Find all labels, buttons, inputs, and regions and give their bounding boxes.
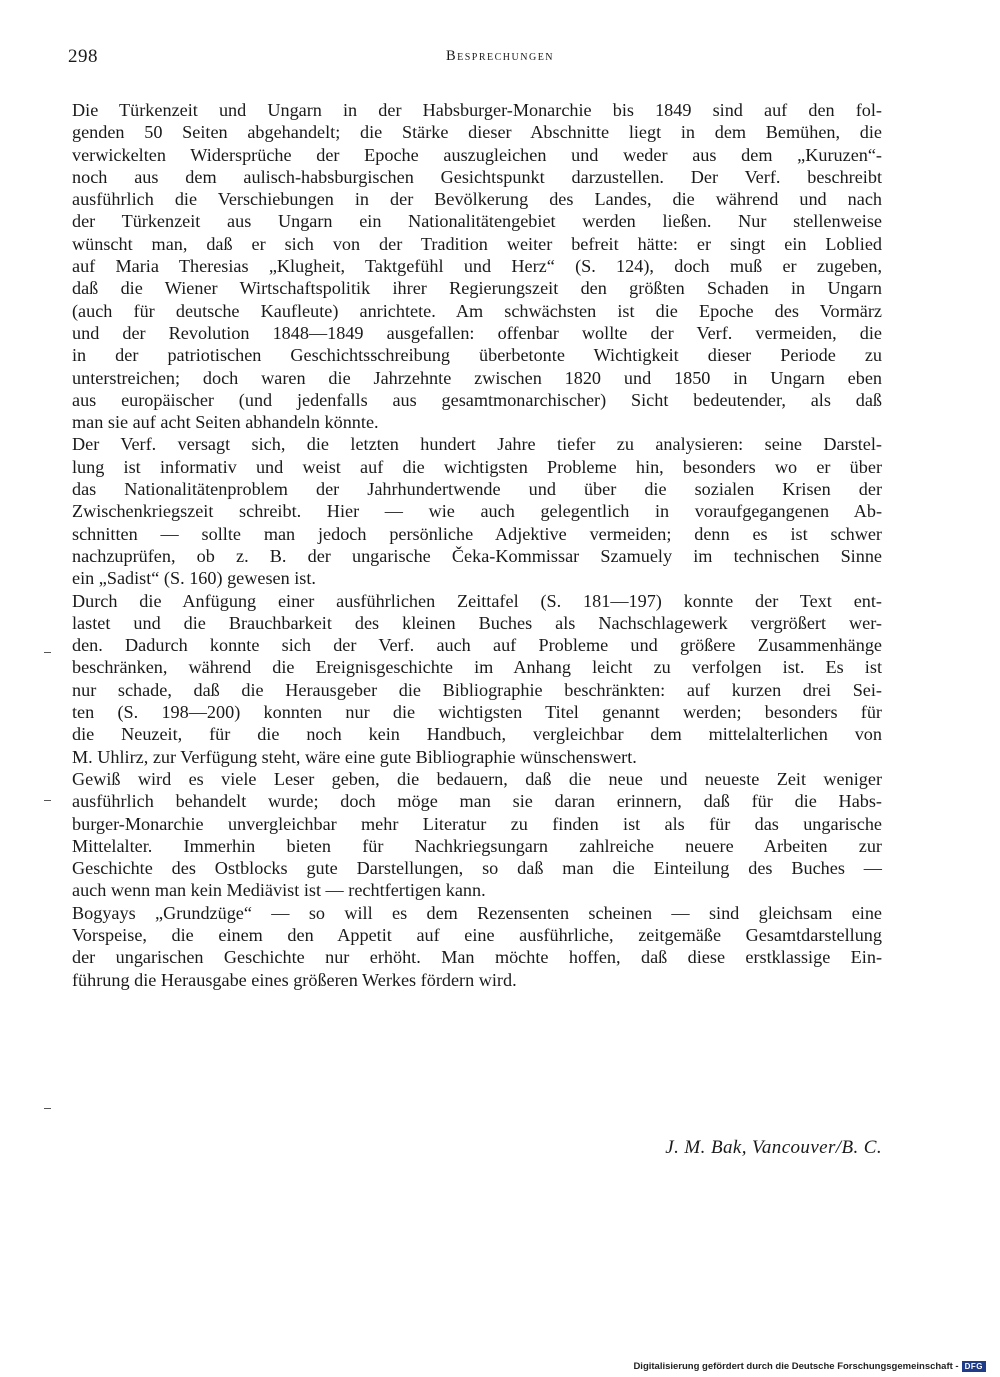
page-number: 298 <box>68 46 98 67</box>
text-line: die Neuzeit, für die noch kein Handbuch, vergleichbar dem mittelalterlichen von <box>72 724 882 745</box>
dfg-logo: DFG <box>962 1361 986 1372</box>
text-line: Durch die Anfügung einer ausführlichen Zeittafel (S. 181—197) konnte der Text ent- <box>72 590 882 611</box>
text-line: der ungarischen Geschichte nur erhöht. Man möchte hoffen, daß diese erstklassige Ein- <box>72 947 882 968</box>
text-line: das Nationalitätenproblem der Jahrhundertwende und über die sozialen Krisen der <box>72 479 882 500</box>
text-line: lastet und die Brauchbarkeit des kleinen Buches als Nachschlagewerk vergrößert wer- <box>72 612 882 633</box>
text-line: genden 50 Seiten abgehandelt; die Stärke dieser Abschnitte liegt in dem Bemühen, die <box>72 122 882 143</box>
text-line: den. Dadurch konnte sich der Verf. auch auf Probleme und größere Zusammenhänge <box>72 635 882 656</box>
text-line: lung ist informativ und weist auf die wichtigsten Probleme hin, besonders wo er über <box>72 456 882 477</box>
text-line: Der Verf. versagt sich, die letzten hundert Jahre tiefer zu analysieren: seine Darstel- <box>72 434 882 455</box>
text-line: noch aus dem aulisch-habsburgischen Gesichtspunkt darzustellen. Der Verf. beschreibt <box>72 166 882 187</box>
footer-text: Digitalisierung gefördert durch die Deutsche Forschungsgemeinschaft - <box>633 1361 959 1372</box>
text-line: schnitten — sollte man jedoch persönliche Adjektive vermeiden; denn es ist schwer <box>72 523 882 544</box>
margin-mark <box>44 800 51 801</box>
paragraph-5 <box>72 902 882 991</box>
text-line: führung die Herausgabe eines größeren Werkes fördern wird. <box>72 969 517 990</box>
reviewer-signature: J. M. Bak, Vancouver/B. C. <box>665 1137 882 1158</box>
text-line: auf Maria Theresias „Klugheit, Taktgefühl und Herz“ (S. 124), doch muß er zugeben, <box>72 256 882 277</box>
digitization-footer <box>633 1361 986 1372</box>
text-line: aus europäischer (und jedenfalls aus gesamtmonarchischer) Sicht bedeutender, als daß <box>72 389 882 410</box>
paragraph-4 <box>72 768 882 902</box>
text-line: Gewiß wird es viele Leser geben, die bedauern, daß die neue und neueste Zeit weniger <box>72 768 882 789</box>
text-line: Mittelalter. Immerhin bieten für Nachkriegsungarn zahlreiche neuere Arbeiten zur <box>72 835 882 856</box>
paragraph-3 <box>72 590 882 768</box>
text-line: daß die Wiener Wirtschaftspolitik ihrer Regierungszeit den größten Schaden in Ungarn <box>72 278 882 299</box>
margin-mark <box>44 1108 51 1109</box>
text-line: (auch für deutsche Kaufleute) anrichtete. Am schwächsten ist die Epoche des Vormärz <box>72 300 882 321</box>
text-line: Geschichte des Ostblocks gute Darstellungen, so daß man die Einteilung des Buches — <box>72 858 882 879</box>
text-line: beschränken, während die Ereignisgeschichte im Anhang leicht zu verfolgen ist. Es ist <box>72 657 882 678</box>
text-line: nur schade, daß die Herausgeber die Bibliographie beschränkten: auf kurzen drei Sei- <box>72 679 882 700</box>
text-line: Die Türkenzeit und Ungarn in der Habsburger-Monarchie bis 1849 sind auf den fol- <box>72 100 882 120</box>
text-line: verwickelten Widersprüche der Epoche auszugleichen und weder aus dem „Kuruzen“- <box>72 144 882 165</box>
paragraph-1 <box>72 99 882 433</box>
text-line: burger-Monarchie unvergleichbar mehr Literatur zu finden ist als für das ungarische <box>72 813 882 834</box>
running-head: Besprechungen <box>445 48 555 64</box>
text-line: Vorspeise, die einem den Appetit auf eine ausführliche, zeitgemäße Gesamtdarstellung <box>72 924 882 945</box>
text-line: und der Revolution 1848—1849 ausgefallen: offenbar wollte der Verf. vermeiden, die <box>72 322 882 343</box>
text-line: unterstreichen; doch waren die Jahrzehnte zwischen 1820 und 1850 in Ungarn eben <box>72 367 882 388</box>
text-line: Zwischenkriegszeit schreibt. Hier — wie auch gelegentlich in voraufgegangenen Ab- <box>72 501 882 522</box>
text-line: man sie auf acht Seiten abhandeln könnte. <box>72 412 379 433</box>
text-line: ausführlich die Verschiebungen in der Bevölkerung des Landes, die während und nach <box>72 189 882 210</box>
text-line: auch wenn man kein Mediävist ist — rechtfertigen kann. <box>72 880 486 901</box>
margin-mark <box>44 652 51 653</box>
text-line: in der patriotischen Geschichtsschreibung überbetonte Wichtigkeit dieser Periode zu <box>72 345 882 366</box>
text-line: nachzuprüfen, ob z. B. der ungarische Čeka-Kommissar Szamuely im technischen Sinne <box>72 545 882 566</box>
text-line: wünscht man, daß er sich von der Tradition weiter befreit hätte: er singt ein Loblied <box>72 233 882 254</box>
text-line: ein „Sadist“ (S. 160) gewesen ist. <box>72 568 316 589</box>
text-line: ausführlich behandelt wurde; doch möge man sie daran erinnern, daß für die Habs- <box>72 791 882 812</box>
text-line: der Türkenzeit aus Ungarn ein Nationalitätengebiet werden ließen. Nur stellenweise <box>72 211 882 232</box>
text-line: ten (S. 198—200) konnten nur die wichtigsten Titel genannt werden; besonders für <box>72 702 882 723</box>
text-line: Bogyays „Grundzüge“ — so will es dem Rezensenten scheinen — sind gleichsam eine <box>72 902 882 923</box>
text-line: M. Uhlirz, zur Verfügung steht, wäre eine gute Bibliographie wünschenswert. <box>72 746 637 767</box>
review-body <box>72 99 882 991</box>
paragraph-2 <box>72 433 882 589</box>
